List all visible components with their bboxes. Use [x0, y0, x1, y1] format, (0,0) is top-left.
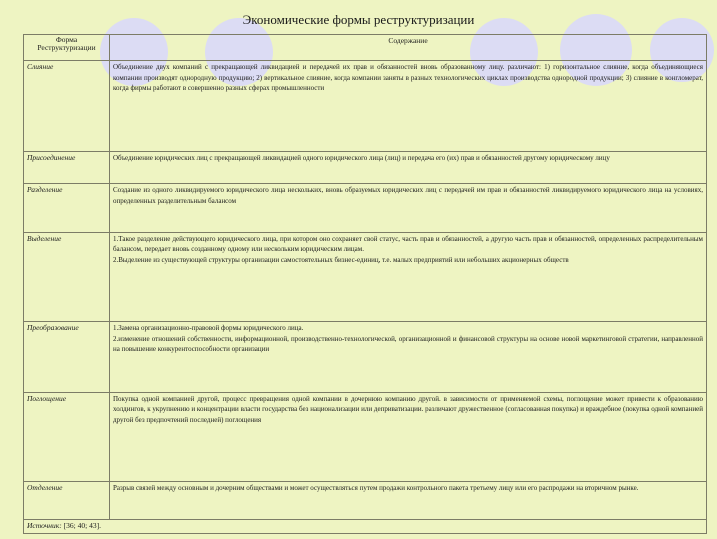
row-content: Создание из одного ликвидируемого юридического лица нескольких, вновь образуемых юридических лиц с передачей им прав и обязанностей ликвидируемого юридического лица на условиях, определенных разделительным балансом	[110, 184, 707, 232]
row-form: Присоединение	[24, 151, 110, 183]
row-form: Отделение	[24, 481, 110, 519]
header-form: Форма Реструктуризации	[24, 35, 110, 61]
table-row	[24, 322, 707, 393]
source-row	[24, 519, 707, 533]
table-row	[24, 392, 707, 481]
source-refs: [36; 40; 43].	[63, 520, 101, 530]
row-form: Выделение	[24, 232, 110, 322]
row-form: Преобразование	[24, 322, 110, 393]
table-row	[24, 481, 707, 519]
row-content: Объединение двух компаний с прекращающей ликвидацией и передачей их прав и обязанностей вновь образованному лицу. различают: 1) горизонтальное слияние, когда объединяющиеся компании производят однородную продукцию; 2) вертикальное слияние, когда компании заняты в разных технологических циклах производства однородной продукции; 3) слияние в конгломерат, когда фирмы работают в совершенно разных сферах промышленности	[110, 61, 707, 152]
row-content: Покупка одной компанией другой, процесс превращения одной компании в дочернюю компанию другой. в зависимости от применяемой схемы, поглощение может привести к образованию холдингов, к укрупнению и концентрации власти государства без национализации или деприватизации. различают дружественное (согласованная покупка) и враждебное (покупка одной компанией другой без предпочтений последней) поглощения	[110, 392, 707, 481]
header-content: Содержание	[110, 35, 707, 61]
row-form: Разделение	[24, 184, 110, 232]
table-row	[24, 61, 707, 152]
table-row	[24, 151, 707, 183]
table-row	[24, 232, 707, 322]
restructuring-table	[23, 34, 707, 534]
table-header-row	[24, 35, 707, 61]
source-label: Источник:	[27, 520, 62, 530]
source-note	[24, 519, 707, 533]
row-content: 1.Замена организационно-правовой формы юридического лица. 2.изменение отношений собственности, информационной, производственно-технологической, организационной и финансовой структуры на основе новой маркетинговой стратегии, направленной на повышение конкурентоспособности организации	[110, 322, 707, 393]
row-content: Разрыв связей между основным и дочерним обществами и может осуществляться путем продажи контрольного пакета третьему лицу или его распродажи на вторичном рынке.	[110, 481, 707, 519]
table-row	[24, 184, 707, 232]
row-form: Поглощение	[24, 392, 110, 481]
row-content: Объединение юридических лиц с прекращающей ликвидацией одного юридического лица (лиц) и передача его (их) прав и обязанностей другому юридическому лицу	[110, 151, 707, 183]
row-form: Слияние	[24, 61, 110, 152]
row-content: 1.Такое разделение действующего юридического лица, при котором оно сохраняет свой статус, часть прав и обязанностей, а другую часть прав и обязанностей, определенных распределительным балансом, передает вновь созданному одному или нескольким юридическим лицам. 2.Выделение из существующей структуры организации самостоятельных бизнес-единиц, т.е. малых предприятий или небольших акционерных обществ	[110, 232, 707, 322]
page-title: Экономические формы реструктуризации	[242, 12, 475, 27]
